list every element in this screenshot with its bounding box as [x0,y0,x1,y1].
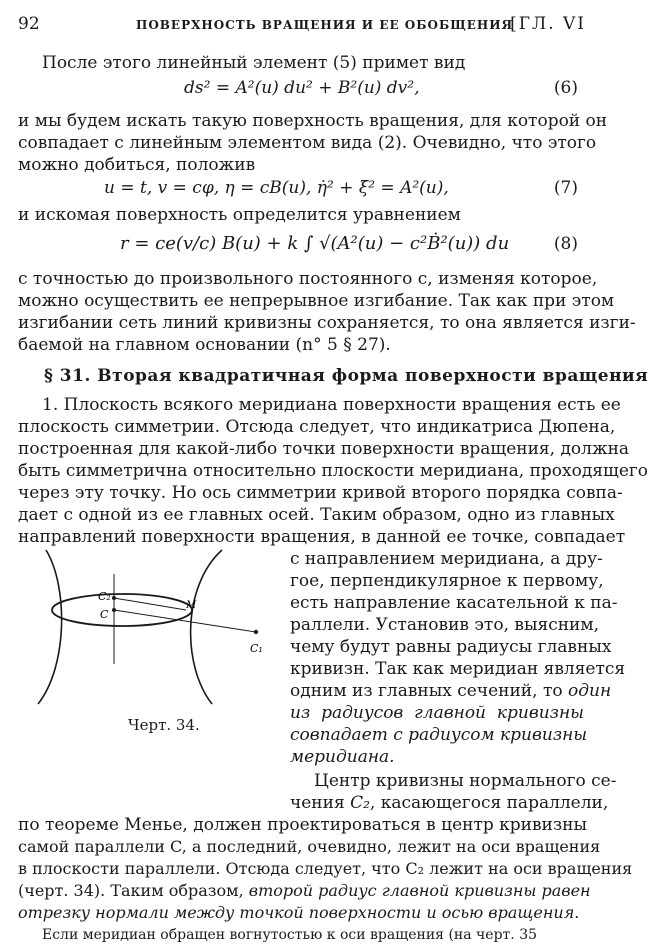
text-line: с точностью до произвольного постоянного c, изменяя которое, [18,269,598,289]
italic-fragment: второй радиус главной кривизны равен [248,881,591,900]
text-line: в плоскости параллели. Отсюда следует, что C₂ лежит на оси вращения [18,859,633,878]
text-line: через эту точку. Но ось симметрии кривой второго порядка совпа- [18,483,623,503]
text-line: дает с одной из ее главных осей. Таким образом, одно из главных [18,505,615,525]
figure-caption: Черт. 34. [128,716,200,734]
text-line: построенная для какой-либо точки поверхности вращения, должна [18,439,630,459]
text-line: меридиана. [290,747,395,767]
text-line [42,924,584,951]
point-c2 [112,596,116,600]
section-heading: § 31. Вторая квадратичная форма поверхности вращения [44,366,648,386]
text-line: плоскость симметрии. Отсюда следует, что индикатриса Дюпена, [18,417,616,437]
text-line: по теореме Менье, должен проектироваться в центр кривизны [18,815,588,835]
text-line: раллели. Установив это, выясним, [290,615,600,635]
text-fragment: (черт. 34). Таким образом, [18,881,249,900]
text-line: из радиусов главной кривизны [290,703,584,723]
text-line: изгибании сеть линий кривизны сохраняется, то она является изги- [18,313,636,333]
text-line: Центр кривизны нормального се- [314,771,617,791]
text-fragment: одним из главных сечений, то [290,681,568,701]
text-line: и искомая поверхность определится уравнением [18,205,461,225]
text-line: баемой на главном основании (n° 5 § 27). [18,335,391,355]
equation-6: ds² = A²(u) du² + B²(u) dv², [184,78,420,98]
running-title: ПОВЕРХНОСТЬ ВРАЩЕНИЯ И ЕЕ ОБОБЩЕНИЯ [136,18,514,32]
text-line: кривизн. Так как меридиан является [290,659,626,679]
point-c1 [254,630,258,634]
text-line: с направлением меридиана, а дру- [290,549,603,569]
text-line: чему будут равны радиусы главных [290,637,612,657]
meridian-left [38,550,62,704]
meridian-right [191,550,222,704]
italic-fragment: C₂ [350,793,370,813]
text-line: направлений поверхности вращения, в данной ее точке, совпадает [18,527,626,547]
parallel-ellipse [52,594,192,626]
text-line: быть симметрична относительно плоскости меридиана, проходящего [18,461,648,481]
italic-fragment: один [568,681,612,701]
text-line: После этого линейный элемент (5) примет вид [42,53,466,73]
text-line: отрезку нормали между точкой поверхности и осью вращения. [18,903,580,922]
text-fragment: , касающегося параллели, [369,793,609,813]
text-fragment: Если меридиан обращен вогнутостью к оси вращения (на черт. 35 [42,927,538,943]
label-c1: C₁ [250,642,263,655]
equation-8: r = ce(v/c) B(u) + k ∫ √(A²(u) − c²Ḃ²(u)) du [120,233,510,254]
text-line: самой параллели C, а последний, очевидно, лежит на оси вращения [18,837,601,856]
text-line: можно осуществить ее непрерывное изгибание. Так как при этом [18,291,615,311]
normal-line [114,610,256,632]
label-c2: C₂ [98,590,111,603]
equation-number-8: (8) [553,234,578,254]
text-line [290,792,609,814]
page-number: 92 [18,14,40,34]
label-c: C [100,608,109,621]
label-m: M [186,600,197,611]
equation-7: u = t, v = cφ, η = cB(u), η̇² + ξ̇² = A²(u), [104,178,449,198]
text-line: есть направление касательной к па- [290,593,618,613]
text-line: можно добиться, положив [18,155,256,175]
chapter-marker: [ГЛ. VI [510,14,586,34]
point-c [112,608,116,612]
text-line: 1. Плоскость всякого меридиана поверхности вращения есть ее [42,395,621,415]
text-line [18,880,591,902]
equation-number-6: (6) [553,78,578,98]
text-line: совпадает с радиусом кривизны [290,725,588,745]
figure-34 [16,546,286,706]
text-line: и мы будем искать такую поверхность вращения, для которой он [18,111,608,131]
text-line: совпадает с линейным элементом вида (2). Очевидно, что этого [18,133,597,153]
text-fragment: чения [290,793,351,813]
text-line [290,680,612,702]
text-line: гое, перпендикулярное к первому, [290,571,604,591]
equation-number-7: (7) [553,178,578,198]
